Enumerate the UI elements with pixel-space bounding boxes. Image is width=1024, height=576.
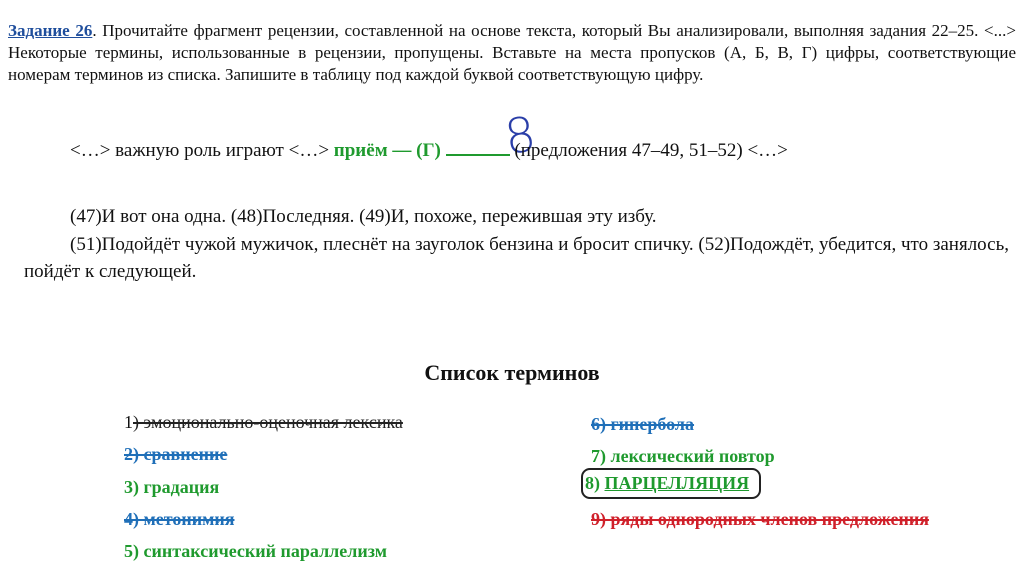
task-text: . Прочитайте фрагмент рецензии, составленной на основе текста, который Вы анализировали, выполняя задания 22–25. <...> Некоторые термины, использованные в рецензии, пропущены. Вставьте на места пропусков (А, Б, В, Г) цифры, соответствующие номерам терминов из списка. Запишите в таблицу под каждой буквой соответствующую цифру.	[8, 21, 1016, 84]
quote-sentences-51-52: (51)Подойдёт чужой мужичок, плеснёт на зауголок бензина и бросит спичку. (52)Подождёт, убедится, что занялось, пойдёт к следующей.	[24, 234, 1009, 282]
handwritten-answer: 8	[501, 106, 540, 166]
term-9: 9) ряды однородных членов предложения	[591, 509, 929, 529]
term-1-text: ) эмоционально-оценочная лексика	[133, 412, 403, 432]
term-3: 3) градация	[124, 477, 220, 497]
answer-blank	[446, 138, 510, 156]
term-8-number: 8)	[585, 473, 605, 493]
review-fragment	[70, 138, 788, 162]
task-label: Задание 26	[8, 21, 93, 40]
term-4: 4) метонимия	[124, 509, 235, 529]
term-7: 7) лексический повтор	[591, 446, 775, 466]
term-8-text: ПАРЦЕЛЛЯЦИЯ	[604, 473, 750, 493]
term-6: 6) гипербола	[591, 414, 695, 434]
task-instructions	[8, 20, 1016, 86]
term-1-number: 1	[124, 412, 133, 432]
term-2: 2) сравнение	[124, 444, 228, 464]
term-5: 5) синтаксический параллелизм	[124, 541, 387, 561]
quote-sentences-47-49: (47)И вот она одна. (48)Последняя. (49)И, похоже, пережившая эту избу.	[70, 206, 657, 227]
review-part2: (предложения 47–49, 51–52) <…>	[509, 140, 788, 161]
review-part1: <…> важную роль играют <…>	[70, 140, 334, 161]
term-8-circled	[581, 468, 761, 499]
device-label: приём — (Г)	[333, 140, 441, 161]
term-1	[124, 412, 403, 433]
terms-list-title: Список терминов	[424, 360, 600, 385]
